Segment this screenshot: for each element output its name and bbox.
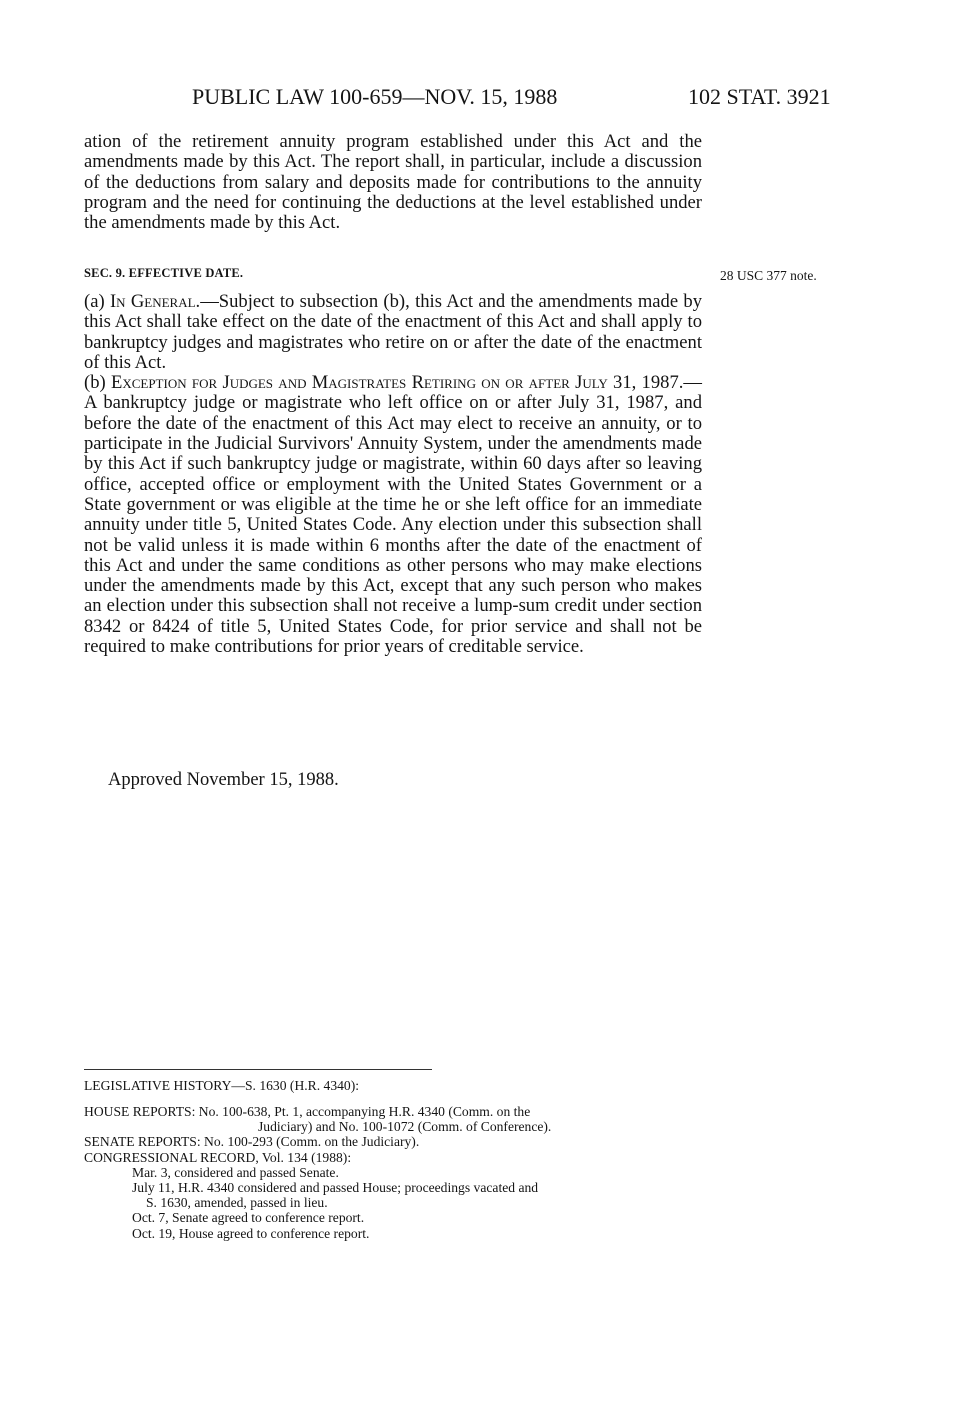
legislative-history-body: [84, 1104, 714, 1241]
subsection-a: [84, 292, 702, 373]
congressional-record: CONGRESSIONAL RECORD, Vol. 134 (1988):: [84, 1149, 352, 1165]
subsection-b-title: Exception for Judges and Magistrates Retiring on or after July 31, 1987.: [110, 372, 684, 394]
record-entry: Oct. 19, House agreed to conference report.: [132, 1225, 370, 1241]
record-entry: S. 1630, amended, passed in lieu.: [146, 1195, 328, 1211]
house-reports-line2: Judiciary) and No. 100-1072 (Comm. of Conference).: [258, 1119, 552, 1135]
intro-paragraph: [84, 132, 702, 233]
margin-note: 28 USC 377 note.: [720, 268, 817, 283]
section-heading: SEC. 9. EFFECTIVE DATE.: [84, 266, 244, 280]
senate-reports: SENATE REPORTS: No. 100-293 (Comm. on the Judiciary).: [84, 1134, 420, 1150]
subsection-a-title: In General.: [109, 291, 201, 312]
page-citation: 102 STAT. 3921: [688, 84, 831, 109]
record-entry: Mar. 3, considered and passed Senate.: [132, 1164, 339, 1180]
section-body: [84, 292, 702, 657]
subsection-b-label: (b): [84, 372, 106, 394]
intro-text: ation of the retirement annuity program established under this Act and the amendments made by this Act. The report shall, in particular, include a discussion of the deductions from salary and deposits made for contributions to the annuity program and the need for continuing the deductions at the level established under the amendments made by this Act.: [84, 131, 702, 234]
subsection-b: [84, 373, 702, 657]
house-reports-line1: HOUSE REPORTS: No. 100-638, Pt. 1, accompanying H.R. 4340 (Comm. on the: [84, 1104, 531, 1119]
running-header-title: PUBLIC LAW 100-659—NOV. 15, 1988: [192, 84, 558, 109]
subsection-a-text: —Subject to subsection (b), this Act and the amendments made by this Act shall take effect on the date of the enactment of this Act and shall apply to bankruptcy judges and magistrates who retire on or after the date of the enactment of this Act.: [84, 291, 702, 373]
legislative-history-title: LEGISLATIVE HISTORY—S. 1630 (H.R. 4340):: [84, 1078, 360, 1093]
approval-date: Approved November 15, 1988.: [108, 770, 339, 790]
subsection-b-text: —A bankruptcy judge or magistrate who left office on or after July 31, 1987, and before the date of the enactment of this Act may elect to receive an annuity, or to participate in the Judicial Survivors' Annuity System, under the amendments made by this Act if such bankruptcy judge or magistrate, within 60 days after so leaving office, accepted office or employment with the United States Government or a State government or was eligible at the time he or she left office for an immediate annuity under title 5, United States Code. Any election under this subsection shall not be valid unless it is made within 6 months after the date of the enactment of this Act and under the same conditions as other persons who may make elections under the amendments made by this Act, except that any such person who makes an election under this subsection shall not receive a lump-sum credit under section 8342 or 8424 of title 5, United States Code, for prior service and shall not be required to make contributions for prior years of creditable service.: [84, 372, 702, 658]
subsection-a-label: (a): [84, 291, 105, 312]
record-entry: Oct. 7, Senate agreed to conference report.: [132, 1210, 365, 1226]
record-entry: July 11, H.R. 4340 considered and passed House; proceedings vacated and: [132, 1180, 539, 1196]
footnote-divider: [84, 1069, 432, 1070]
